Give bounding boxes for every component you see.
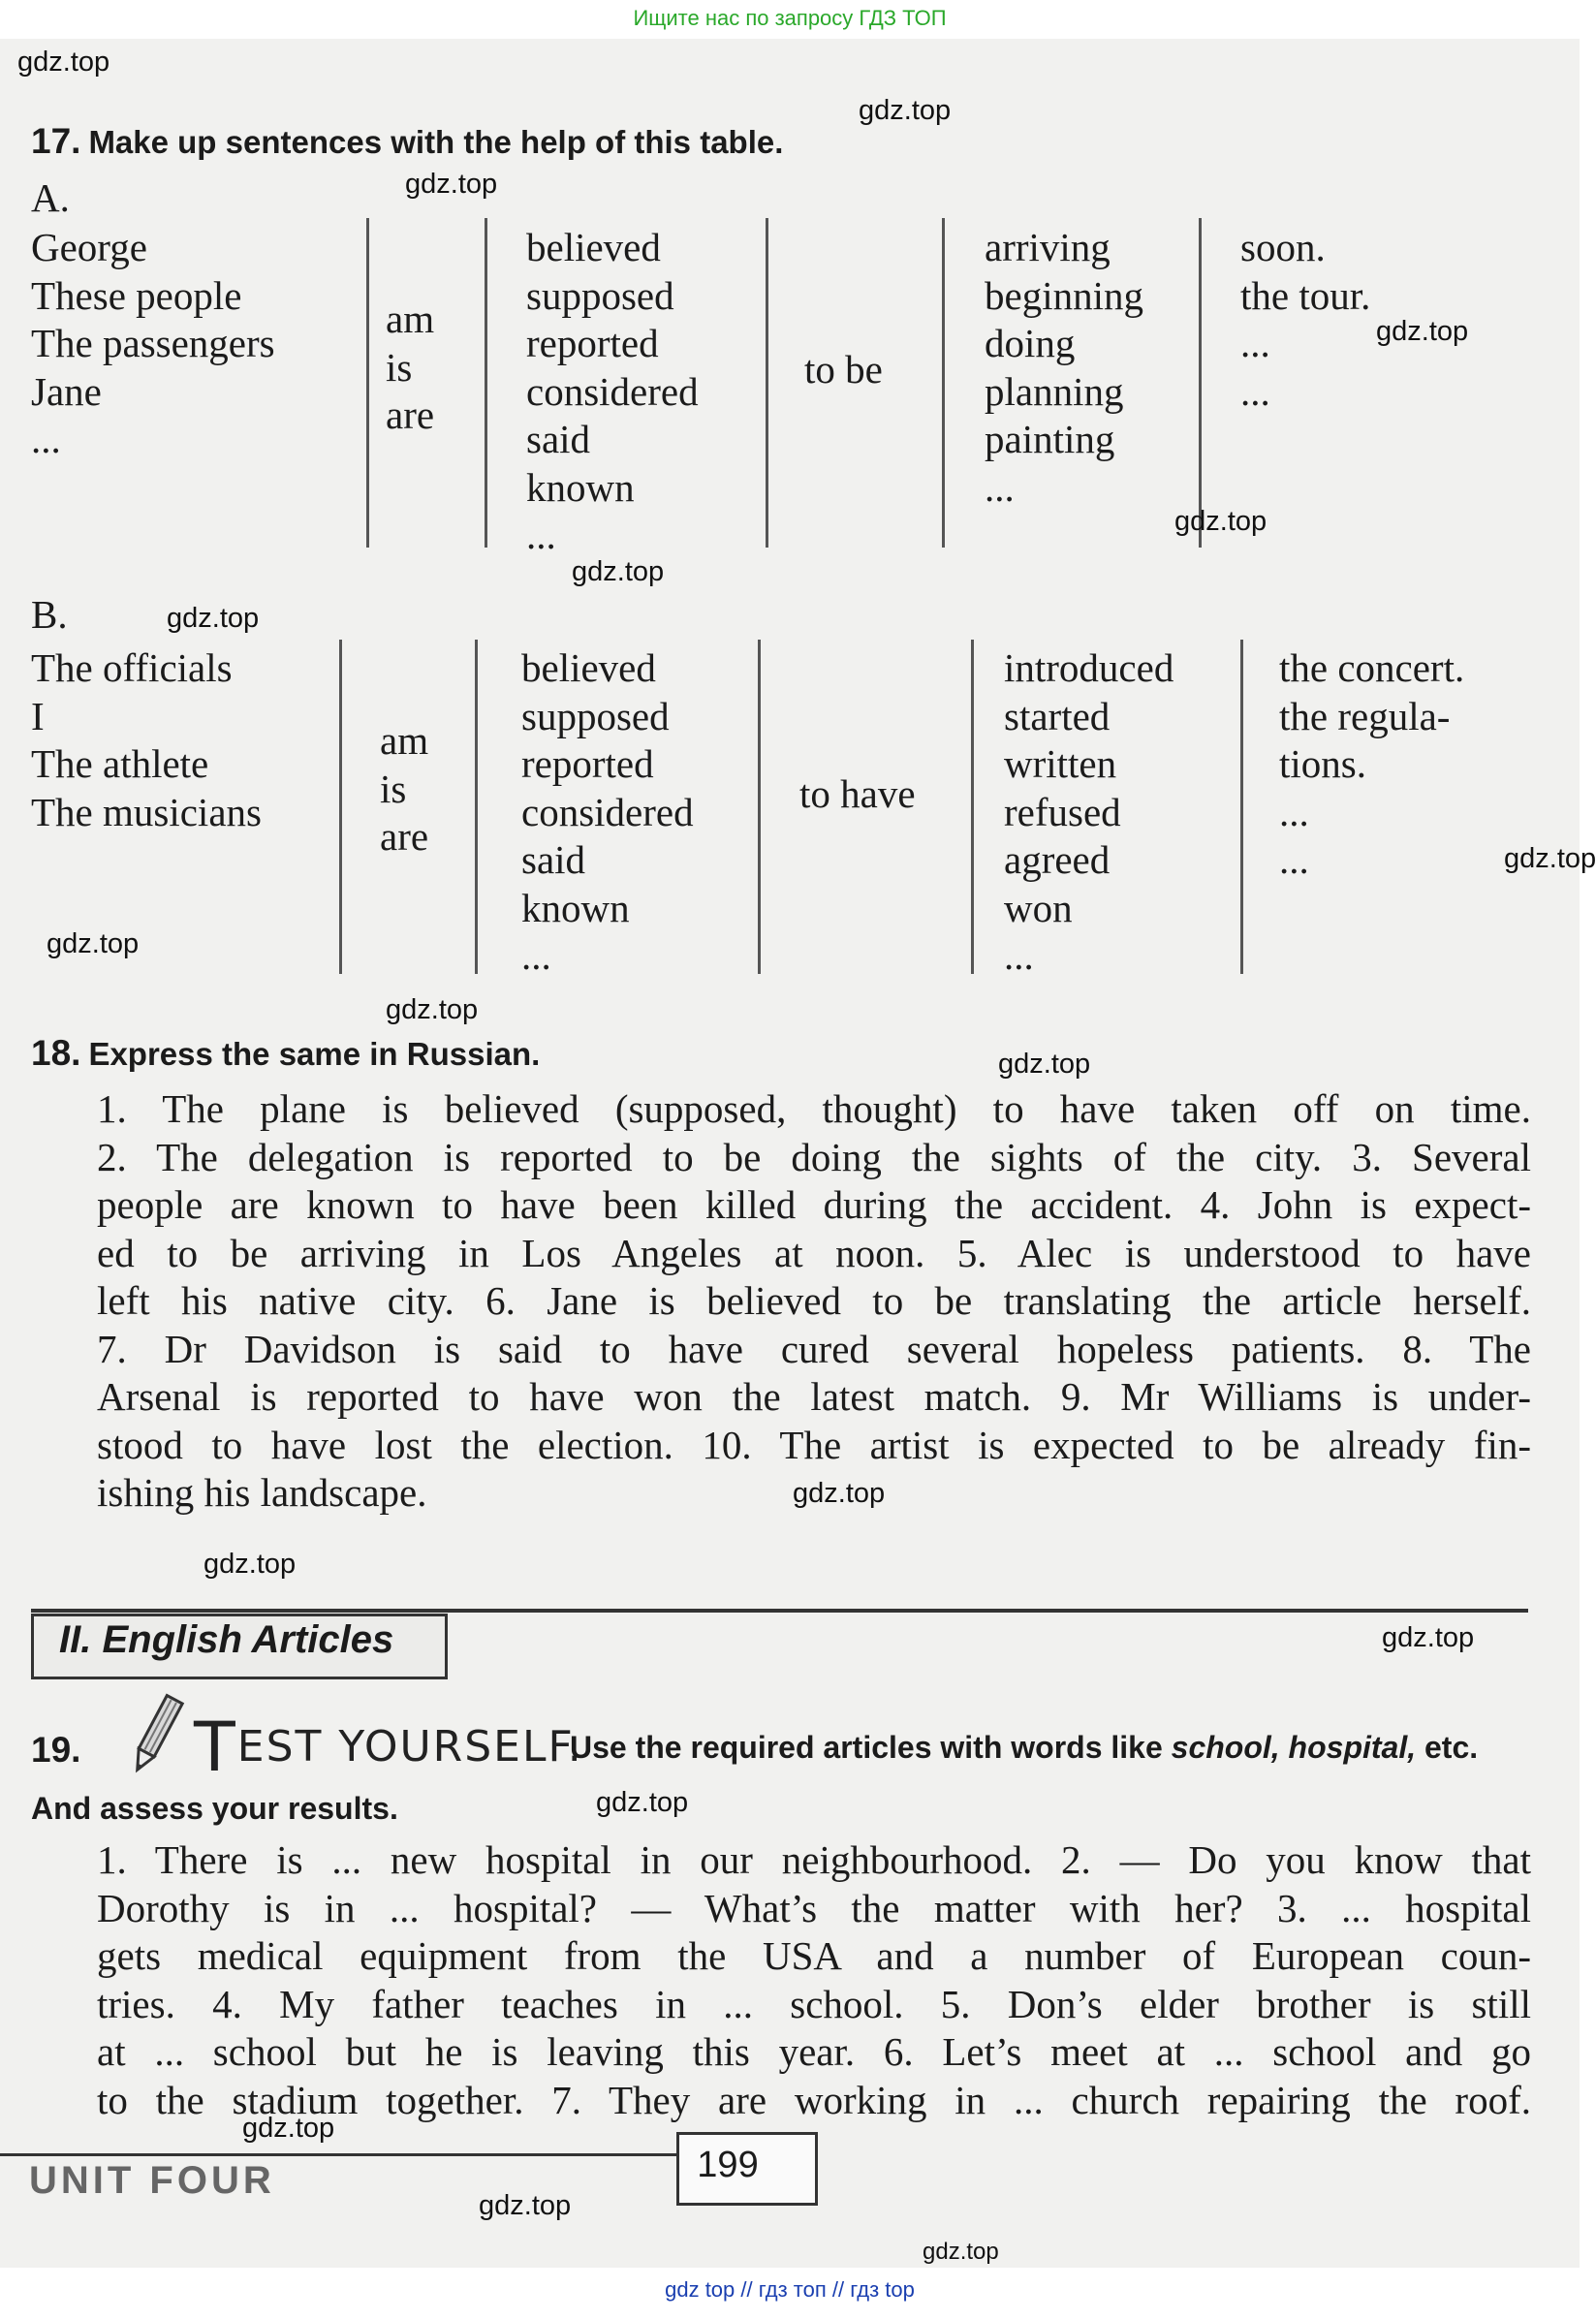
table-cell: known <box>521 885 630 930</box>
table-cell: ... <box>31 417 61 461</box>
text-line: stood to have lost the election. 10. The artist is expected to be already fin- <box>97 1422 1531 1467</box>
watermark: gdz.top <box>1504 843 1596 874</box>
table-cell: The officials <box>31 645 233 690</box>
table-b-endings <box>1279 644 1464 885</box>
watermark: gdz.top <box>923 2239 999 2265</box>
table-cell: I <box>31 693 45 738</box>
table-divider <box>485 218 487 548</box>
table-b-label: B. <box>31 592 68 637</box>
footer-rule <box>0 2153 678 2156</box>
footer-links[interactable]: gdz top // гдз топ // гдз top <box>665 2277 915 2302</box>
table-divider <box>339 640 342 974</box>
table-b-participles <box>521 644 694 981</box>
table-cell: reported <box>521 741 654 786</box>
unit-label: UNIT FOUR <box>29 2159 275 2202</box>
table-a-participles <box>526 224 699 560</box>
table-cell: planning <box>985 368 1124 414</box>
watermark: gdz.top <box>242 2113 335 2144</box>
table-cell: beginning <box>985 272 1143 318</box>
table-cell: George <box>31 225 147 269</box>
watermark: gdz.top <box>167 603 260 634</box>
watermark: gdz.top <box>793 1478 886 1509</box>
exercise-18-text <box>97 1085 1531 1518</box>
table-cell: ... <box>526 513 556 557</box>
table-cell: the concert. <box>1279 645 1465 690</box>
test-initial: T <box>194 1708 237 1787</box>
exercise-19-instruction <box>570 1730 1478 1766</box>
text-line: Dorothy is in ... hospital? — What’s the matter with her? 3. ... hospital <box>97 1885 1531 1930</box>
table-cell: supposed <box>526 272 674 318</box>
table-cell: am <box>380 718 429 763</box>
exercise-19-instruction-line2: And assess your results. <box>31 1791 398 1826</box>
table-cell: are <box>386 392 435 437</box>
table-cell: started <box>1004 693 1111 738</box>
table-cell: to be <box>804 347 883 392</box>
table-cell: tions. <box>1279 741 1366 786</box>
table-cell: won <box>1004 885 1073 930</box>
table-divider <box>475 640 478 974</box>
watermark: gdz.top <box>596 1787 689 1818</box>
table-cell: ... <box>985 464 1015 510</box>
text-line: gets medical equipment from the USA and a number of European coun- <box>97 1933 1531 1978</box>
table-cell: am <box>386 297 435 341</box>
page-number-box <box>676 2132 818 2206</box>
exercise-number: 17. <box>31 121 81 161</box>
instruction-text: etc. <box>1424 1730 1479 1765</box>
table-cell: ... <box>1279 789 1309 834</box>
table-a-gerunds <box>985 224 1143 512</box>
table-cell: considered <box>526 368 699 414</box>
table-cell: The athlete <box>31 741 209 786</box>
table-cell: the tour. <box>1240 272 1371 318</box>
instruction-italic: school, hospital, <box>1171 1730 1417 1765</box>
table-divider <box>366 218 369 548</box>
table-divider <box>766 218 768 548</box>
text-line: Arsenal is reported to have won the latest match. 9. Mr Williams is under- <box>97 1374 1531 1419</box>
table-cell: These people <box>31 272 242 318</box>
table-cell: Jane <box>31 368 102 414</box>
table-b-participles-2 <box>1004 644 1174 981</box>
text-line: 1. The plane is believed (supposed, thought) to have taken off on time. <box>97 1086 1531 1131</box>
text-line: 7. Dr Davidson is said to have cured several hopeless patients. 8. The <box>97 1326 1531 1371</box>
watermark: gdz.top <box>47 928 140 959</box>
text-line: 1. There is ... new hospital in our neighbourhood. 2. — Do you know that <box>97 1837 1531 1882</box>
table-cell: painting <box>985 417 1115 461</box>
table-cell: introduced <box>1004 645 1174 690</box>
table-divider <box>758 640 761 974</box>
text-line: ishing his landscape. <box>97 1470 427 1515</box>
table-divider <box>942 218 945 548</box>
table-cell: said <box>526 417 591 461</box>
table-cell: considered <box>521 789 694 834</box>
watermark: gdz.top <box>859 95 952 126</box>
exercise-17-heading <box>31 121 783 162</box>
table-cell: The musicians <box>31 789 262 834</box>
table-a-verbs <box>386 296 434 440</box>
watermark: gdz.top <box>203 1549 297 1580</box>
table-a-infinitive <box>804 346 883 394</box>
text-line: 2. The delegation is reported to be doing the sights of the city. 3. Several <box>97 1134 1531 1179</box>
exercise-number: 18. <box>31 1033 81 1073</box>
instruction-text: Use the required articles with words like <box>570 1730 1163 1765</box>
watermark: gdz.top <box>479 2190 572 2221</box>
table-b-infinitive <box>799 770 916 819</box>
exercise-title: Express the same in Russian. <box>88 1036 541 1072</box>
table-cell: to have <box>799 771 916 816</box>
watermark: gdz.top <box>405 169 498 200</box>
table-a-endings <box>1240 224 1370 416</box>
text-line: tries. 4. My father teaches in ... school. 5. Don’s elder brother is still <box>97 1981 1531 2026</box>
table-cell: agreed <box>1004 837 1111 882</box>
table-cell: reported <box>526 321 659 365</box>
table-cell: soon. <box>1240 225 1326 269</box>
page-number: 199 <box>697 2145 759 2185</box>
table-cell: refused <box>1004 789 1121 834</box>
exercise-18-heading <box>31 1033 540 1074</box>
table-cell: the regula- <box>1279 693 1451 738</box>
table-divider <box>1240 640 1243 974</box>
table-cell: are <box>380 814 429 859</box>
top-banner: Ищите нас по запросу ГДЗ ТОП <box>633 6 947 30</box>
exercise-number: 19. <box>31 1730 81 1770</box>
section-divider <box>31 1609 1528 1613</box>
table-cell: arriving <box>985 225 1111 269</box>
table-divider <box>971 640 974 974</box>
table-cell: is <box>386 344 413 390</box>
watermark: gdz.top <box>572 556 665 587</box>
pencil-icon <box>122 1691 190 1778</box>
watermark: gdz.top <box>17 47 110 78</box>
exercise-19-number <box>31 1730 88 1771</box>
watermark: gdz.top <box>1376 316 1469 347</box>
watermark: gdz.top <box>1174 506 1267 537</box>
table-cell: believed <box>526 225 661 269</box>
table-cell: ... <box>1240 368 1270 414</box>
table-b-subjects <box>31 644 262 836</box>
table-cell: The passengers <box>31 321 275 365</box>
table-cell: said <box>521 837 586 882</box>
table-cell: is <box>380 766 407 811</box>
table-a-label: A. <box>31 175 70 220</box>
table-cell: ... <box>1004 933 1034 978</box>
watermark: gdz.top <box>1382 1622 1475 1653</box>
exercise-title: Make up sentences with the help of this table. <box>88 124 784 160</box>
section-header-box <box>31 1614 448 1679</box>
text-line: people are known to have been killed during the accident. 4. John is expect- <box>97 1182 1531 1227</box>
table-divider <box>1199 218 1202 548</box>
table-cell: written <box>1004 741 1117 786</box>
table-cell: ... <box>521 933 551 978</box>
table-cell: supposed <box>521 693 670 738</box>
test-yourself-label <box>194 1708 583 1787</box>
text-line: left his native city. 6. Jane is believed to be translating the article herself. <box>97 1278 1531 1323</box>
section-title: II. English Articles <box>59 1618 394 1661</box>
table-cell: ... <box>1240 321 1270 365</box>
text-line: at ... school but he is leaving this year. 6. Let’s meet at ... school and go <box>97 2029 1531 2074</box>
table-cell: doing <box>985 321 1076 365</box>
watermark: gdz.top <box>998 1049 1091 1080</box>
table-a-subjects <box>31 224 275 464</box>
text-line: ed to be arriving in Los Angeles at noon. 5. Alec is understood to have <box>97 1230 1531 1275</box>
table-cell: believed <box>521 645 656 690</box>
watermark: gdz.top <box>386 994 479 1025</box>
exercise-19-text <box>97 1836 1531 2124</box>
table-cell: ... <box>1279 837 1309 882</box>
text-line: to the stadium together. 7. They are working in ... church repairing the roof. <box>97 2077 1531 2122</box>
table-cell: known <box>526 464 635 510</box>
test-rest: EST YOURSELF. <box>236 1722 583 1771</box>
table-b-verbs <box>380 717 428 862</box>
